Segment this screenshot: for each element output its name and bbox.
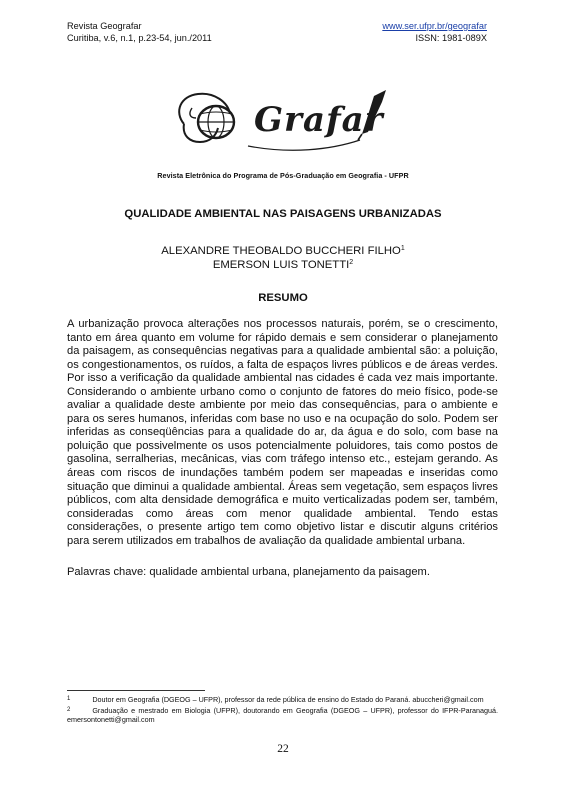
author-2-footnote-mark: 2 <box>349 259 354 266</box>
journal-subtitle: Revista Eletrônica do Programa de Pós-Graduação em Geografia - UFPR <box>157 171 409 180</box>
author-list <box>0 244 566 272</box>
journal-url-link[interactable]: www.ser.ufpr.br/geografar <box>382 21 487 31</box>
author-1-name: ALEXANDRE THEOBALDO BUCCHERI FILHO <box>161 245 401 257</box>
running-header-right <box>382 20 487 44</box>
journal-issn: ISSN: 1981-089X <box>415 33 487 43</box>
footnote-1-number: 1 <box>67 696 71 702</box>
abstract-body: A urbanização provoca alterações nos processos naturais, porém, se o crescimento, tanto em área quanto em volume for rápido demais e sem considerar o planejamento da paisagem, as consequências negativas para a qualidade ambiental são: a poluição, os congestionamentos, os ruídos, a falta de espaços livres públicos e de áreas verdes. Por isso a verificação da qualidade ambiental nas cidades é cada vez mais importante. Considerando o ambiente urbano como o conjunto de fatores do meio físico, pode-se avaliar a qualidade deste ambiente por meio das consequências, para o ambiente e para os seres humanos, inferidas com base no uso e na ocupação do solo. Podem ser inferidas as conseqüências para a qualidade do ar, da água e do solo, com base na poluição que possivelmente os usos potencialmente poluidores, tais como postos de gasolina, serralherias, mecânicas, vias com tráfego intenso etc., estejam gerando. As áreas com riscos de inundações também podem ser mapeadas e inseridas como situação que diminui a qualidade ambiental. Áreas sem vegetação, sem espaços livres públicos, com alta densidade demográfica e muito verticalizadas podem ser, também, consideradas como áreas com menor qualidade ambiental. Tendo estas considerações, o presente artigo tem como objetivo listar e discutir alguns critérios para serem utilizados em trabalhos de avaliação da qualidade ambiental urbana. <box>67 318 498 547</box>
author-1-footnote-mark: 1 <box>400 245 405 252</box>
footnote-2-number: 2 <box>67 707 71 714</box>
abstract-heading: RESUMO <box>258 292 308 304</box>
keywords: Palavras chave: qualidade ambiental urbana, planejamento da paisagem. <box>67 566 430 578</box>
author-2-name: EMERSON LUIS TONETTI <box>212 259 350 271</box>
footnote-1-text: Doutor em Geografia (DGEOG – UFPR), professor da rede pública de ensino do Estado do Paraná. abuccheri@gmail.com <box>92 695 484 704</box>
journal-name: Revista Geografar <box>67 21 142 31</box>
page-number: 22 <box>277 743 289 755</box>
footnote-2-text: Graduação e mestrado em Biologia (UFPR), doutorando em Geografia (DGEOG – UFPR), professor do IFPR-Paranaguá. emersontonetti@gmail.com <box>67 706 498 725</box>
journal-logo <box>170 84 400 164</box>
running-header-left <box>67 20 212 44</box>
author-1 <box>0 244 566 258</box>
journal-citation: Curitiba, v.6, n.1, p.23-54, jun./2011 <box>67 33 212 43</box>
logo-wordmark: Grafar <box>254 100 384 140</box>
footnote-separator <box>67 690 205 691</box>
footnote-2 <box>67 706 498 724</box>
footnotes <box>67 695 498 727</box>
footnote-1 <box>67 695 498 704</box>
article-title: QUALIDADE AMBIENTAL NAS PAISAGENS URBANIZADAS <box>124 208 442 220</box>
author-2 <box>0 258 566 272</box>
